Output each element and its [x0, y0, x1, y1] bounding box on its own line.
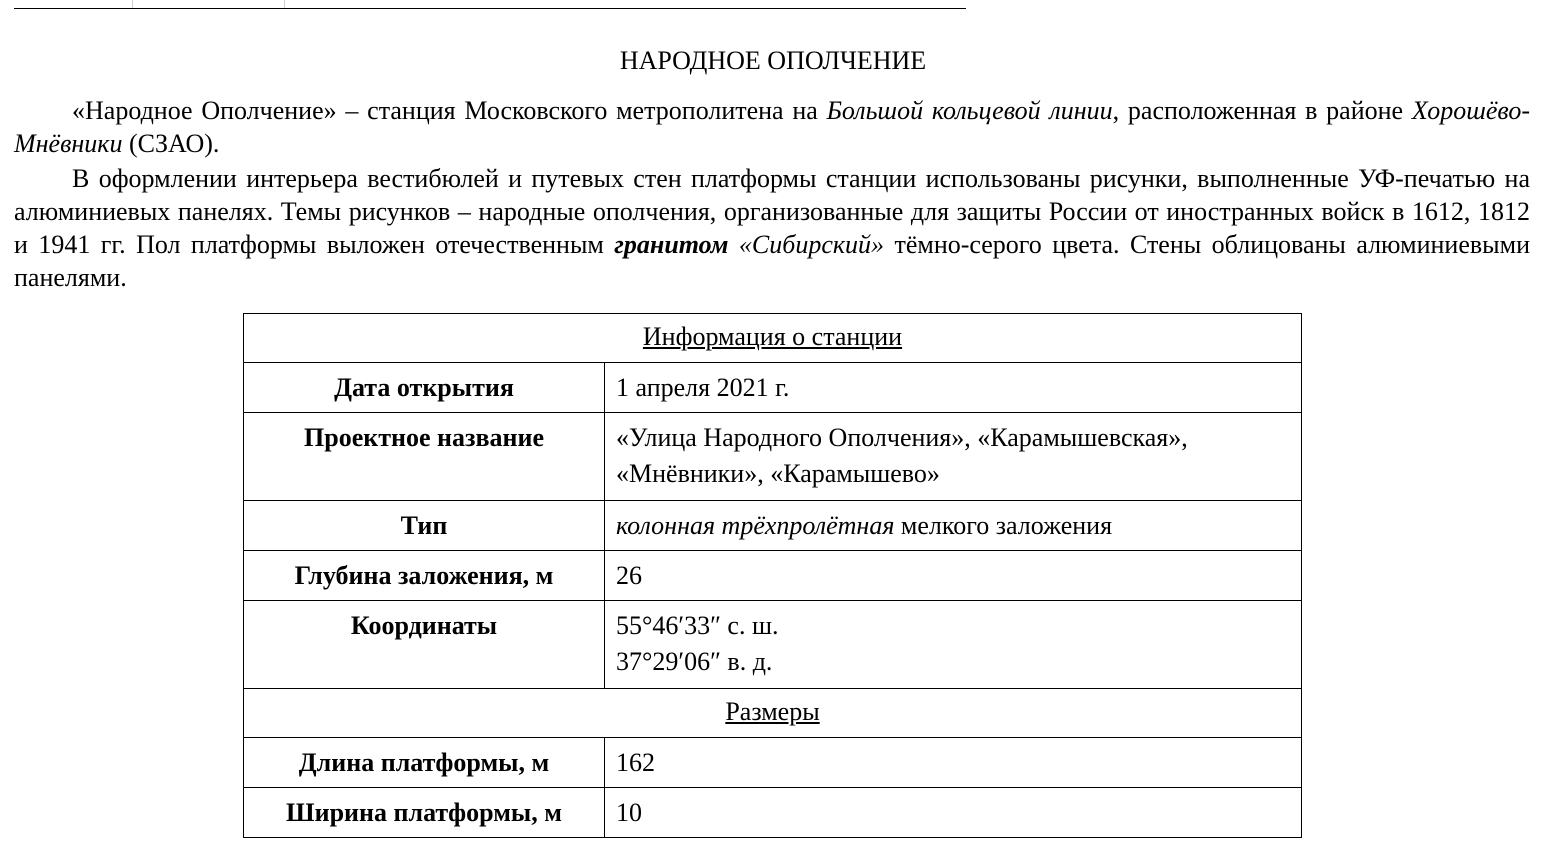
paragraph-design	[14, 162, 1530, 294]
section-heading-sizes: Размеры	[244, 689, 1302, 738]
row-label-platform-width: Ширина платформы, м	[244, 788, 605, 838]
paragraph-text: В оформлении интерьера вестибюлей и путевых стен платформы станции использованы рисунки, выполненные УФ-печатью на алюминиевых панелях. Темы рисунков – народные ополчения, организованные для защиты России от иностранных войск в 1612, 1812 и 1941 гг. Пол платформы выложен отечественным	[14, 164, 1530, 259]
table-section-row	[244, 314, 1302, 363]
row-value-type	[605, 501, 1302, 551]
paragraph-text: , расположенная в районе	[1112, 96, 1412, 125]
table-section-row	[244, 689, 1302, 738]
row-label-coordinates: Координаты	[244, 601, 605, 689]
section-heading-info: Информация о станции	[244, 314, 1302, 363]
granite-term: гранитом	[614, 230, 729, 259]
row-label-depth: Глубина заложения, м	[244, 551, 605, 601]
row-label-platform-length: Длина платформы, м	[244, 738, 605, 788]
station-info-table	[243, 313, 1302, 838]
value-italic: колонная трёхпролётная	[616, 511, 895, 540]
value-text: мелкого заложения	[894, 511, 1113, 540]
paragraph-text: тёмно-серого цвета. Стены облицованы алюминиевыми панелями.	[14, 230, 1530, 292]
value-line: «Мнёвники», «Карамышево»	[616, 459, 940, 488]
ruler-tick	[132, 0, 133, 8]
row-value-opening-date: 1 апреля 2021 г.	[605, 363, 1302, 413]
row-label-opening-date: Дата открытия	[244, 363, 605, 413]
paragraph-intro	[14, 94, 1530, 160]
table-row	[244, 363, 1302, 413]
paragraph-text: «Народное Ополчение» – станция Московского метрополитена на	[72, 96, 827, 125]
granite-name: «Сибирский»	[738, 230, 885, 259]
table-row	[244, 551, 1302, 601]
ruler-tick	[284, 0, 285, 8]
row-value-depth: 26	[605, 551, 1302, 601]
table-row	[244, 413, 1302, 501]
table-row	[244, 738, 1302, 788]
table-row	[244, 501, 1302, 551]
row-label-project-name: Проектное название	[244, 413, 605, 501]
table-row	[244, 601, 1302, 689]
latitude: 55°46′33″ с. ш.	[616, 611, 779, 640]
table-row	[244, 788, 1302, 838]
value-line: «Улица Народного Ополчения», «Карамышевская»,	[616, 423, 1188, 452]
district-name: Хорошёво-Мнёвники	[14, 96, 1530, 158]
row-value-coordinates	[605, 601, 1302, 689]
row-value-platform-width: 10	[605, 788, 1302, 838]
longitude: 37°29′06″ в. д.	[616, 647, 773, 676]
row-label-type: Тип	[244, 501, 605, 551]
row-value-project-name	[605, 413, 1302, 501]
document-title: НАРОДНОЕ ОПОЛЧЕНИЕ	[619, 46, 927, 75]
paragraph-text: (СЗАО).	[122, 129, 220, 158]
row-value-platform-length: 162	[605, 738, 1302, 788]
header-rule	[14, 8, 966, 9]
line-name: Большой кольцевой линии	[826, 96, 1113, 125]
